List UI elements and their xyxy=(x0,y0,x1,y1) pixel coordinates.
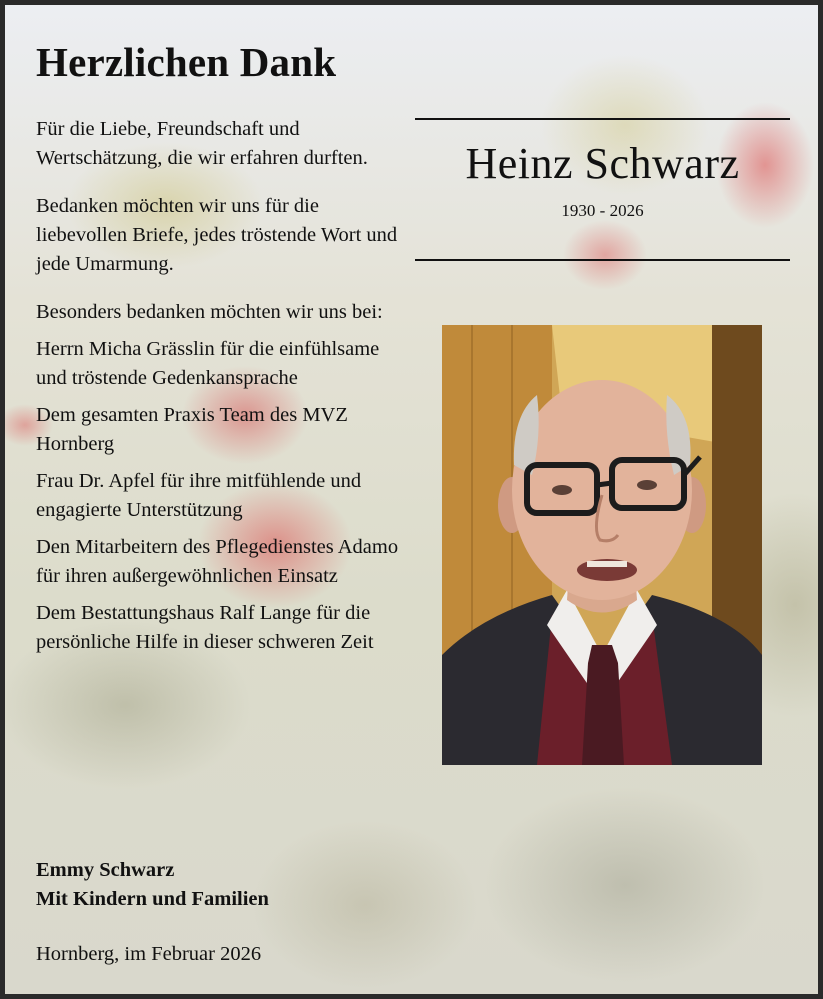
portrait-illustration xyxy=(442,325,762,765)
portrait-photo xyxy=(442,325,762,765)
tie xyxy=(582,645,624,765)
bottom-divider xyxy=(415,259,790,261)
heading-thanks: Herzlichen Dank xyxy=(36,39,337,85)
life-years: 1930 - 2026 xyxy=(561,201,644,220)
signature-block xyxy=(36,856,269,914)
paragraph-letters: Bedanken möchten wir uns für die liebevollen Briefe, jedes tröstende Wort und jede Umarmung. xyxy=(36,195,398,275)
thanks-item-doctor: Frau Dr. Apfel für ihre mitfühlende und engagierte Unterstützung xyxy=(36,470,362,521)
paragraph-intro: Für die Liebe, Freundschaft und Wertschätzung, die wir erfahren durften. xyxy=(36,118,368,169)
deceased-name: Heinz Schwarz xyxy=(465,139,740,188)
thanks-item-practice: Dem gesamten Praxis Team des MVZ Hornberg xyxy=(36,404,348,455)
thanks-item-funeral-home: Dem Bestattungshaus Ralf Lange für die persönliche Hilfe in dieser schweren Zeit xyxy=(36,602,374,653)
signature-name: Emmy Schwarz xyxy=(36,859,175,881)
signature-family: Mit Kindern und Familien xyxy=(36,888,269,910)
paragraph-special-thanks: Besonders bedanken möchten wir uns bei: xyxy=(36,301,383,323)
top-divider xyxy=(415,118,790,120)
thanks-text-column xyxy=(36,115,411,657)
thanks-item-care-service: Den Mitarbeitern des Pflegedienstes Adamo für ihren außergewöhnlichen Einsatz xyxy=(36,536,399,587)
place-date: Hornberg, im Februar 2026 xyxy=(36,943,262,965)
thanks-item-speaker: Herrn Micha Grässlin für die einfühlsame und tröstende Gedenkansprache xyxy=(36,338,380,389)
